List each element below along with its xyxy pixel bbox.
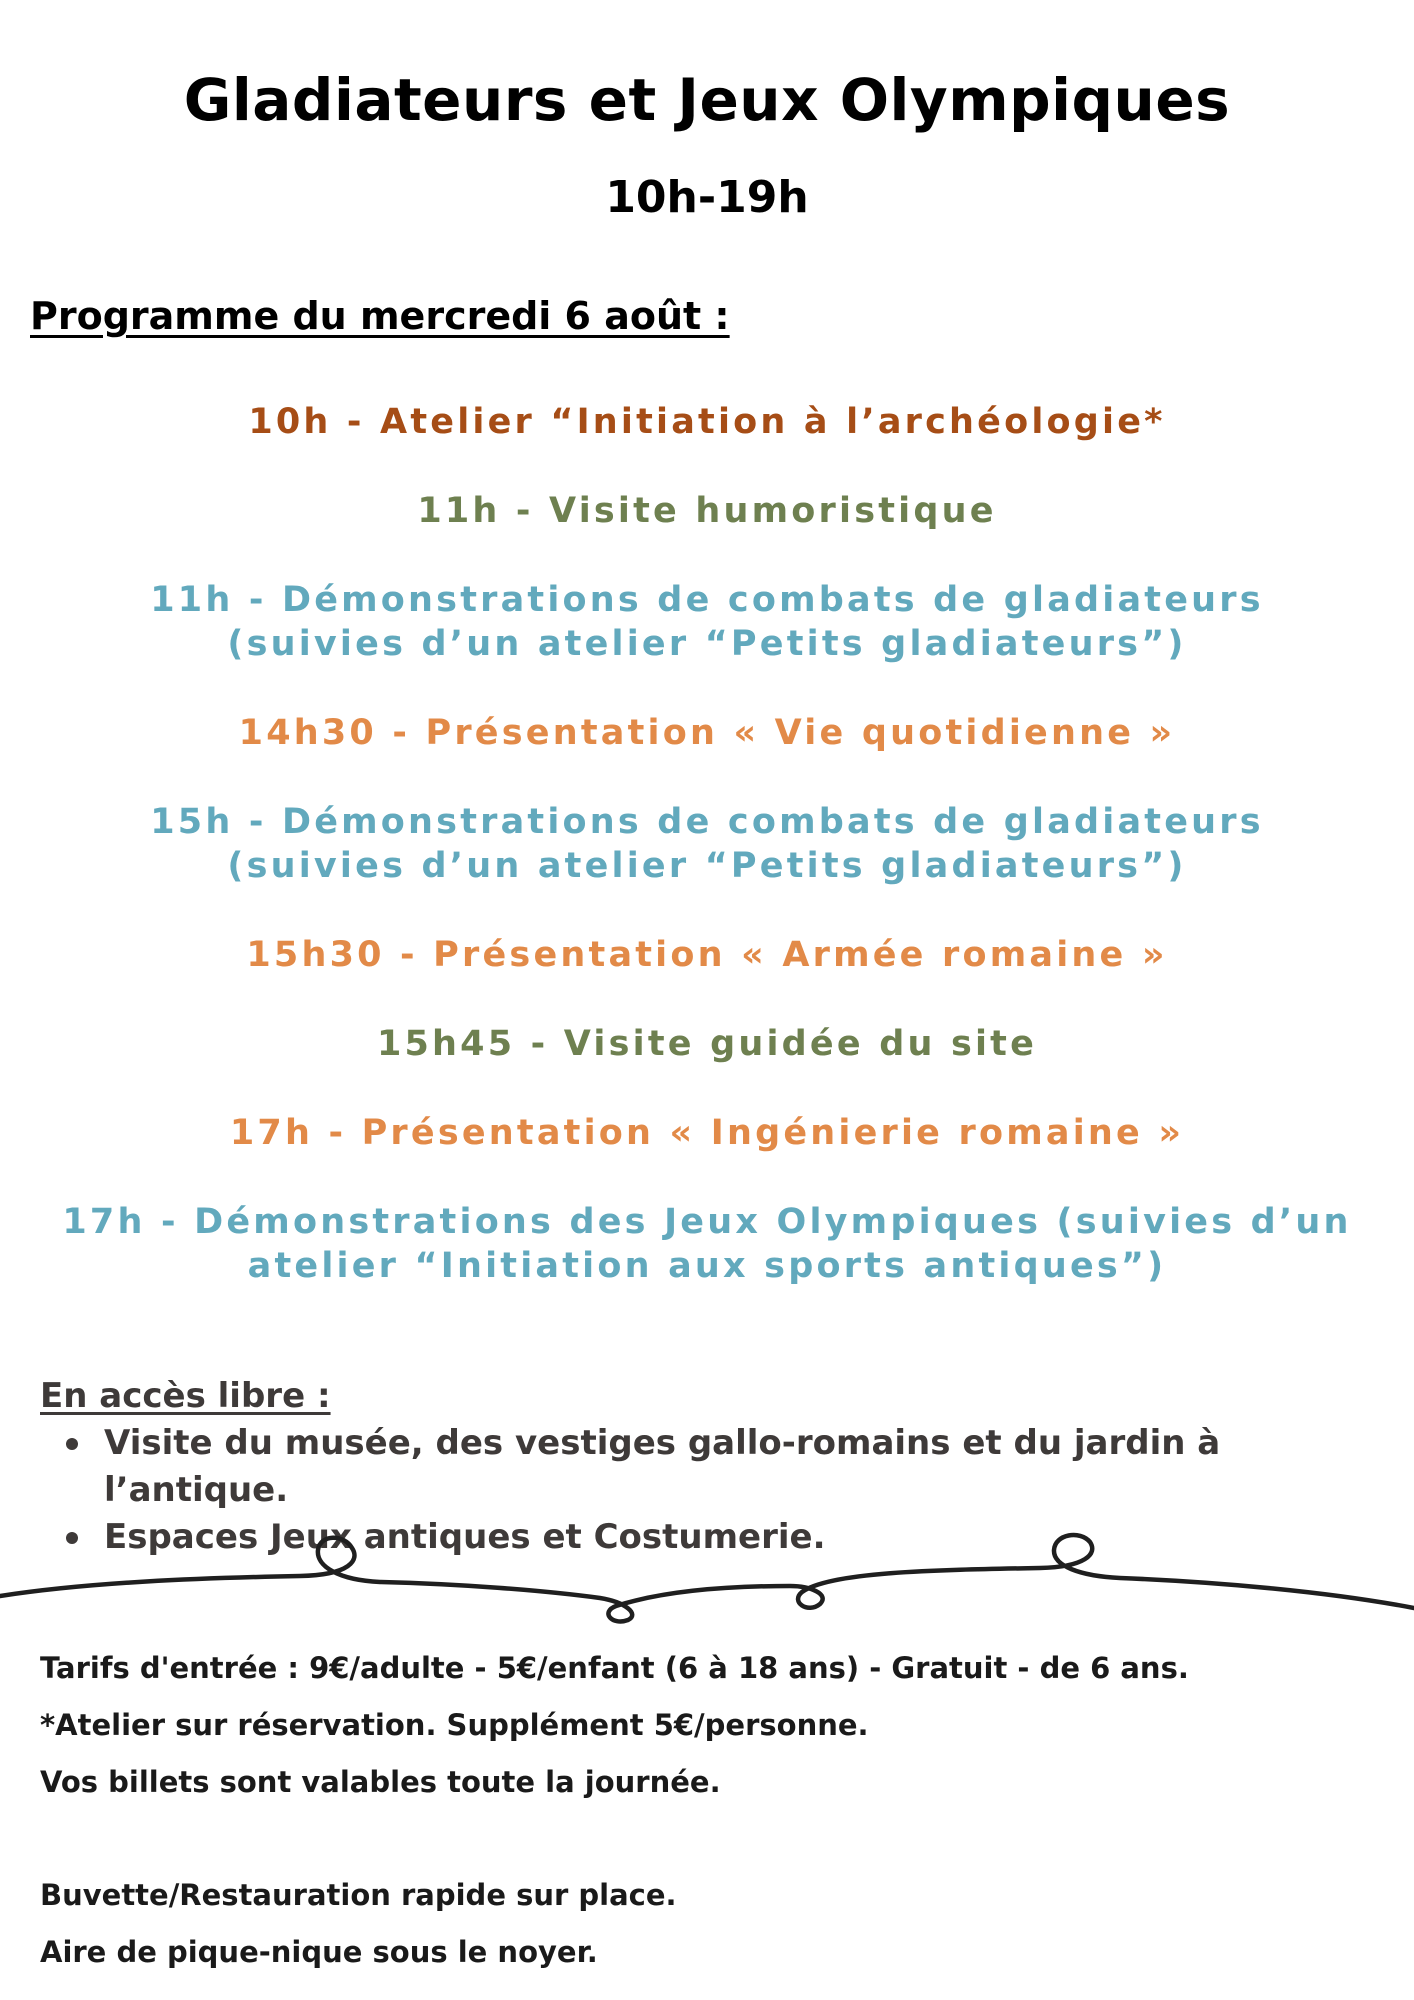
ticket-prices: Tarifs d'entrée : 9€/adulte - 5€/enfant (6 à 18 ans) - Gratuit - de 6 ans. (40, 1651, 1189, 1685)
ticket-validity: Vos billets sont valables toute la journée. (40, 1765, 721, 1799)
free-access-heading: En accès libre : (40, 1376, 331, 1416)
event-item: 17h - Présentation « Ingénierie romaine » (229, 1113, 1185, 1153)
page-title: Gladiateurs et Jeux Olympiques (183, 66, 1231, 134)
workshop-note: *Atelier sur réservation. Supplément 5€/personne. (40, 1708, 869, 1742)
event-item: 11h - Visite humoristique (417, 491, 997, 531)
event-item: 17h - Démonstrations des Jeux Olympiques (suivies d’un atelier “Initiation aux sports antiques”) (62, 1202, 1352, 1286)
opening-hours: 10h-19h (605, 172, 809, 223)
event-item: 14h30 - Présentation « Vie quotidienne » (238, 713, 1176, 753)
events-list (60, 400, 1354, 1333)
list-item-text: Visite du musée, des vestiges gallo-romains et du jardin à l’antique. (104, 1423, 1221, 1510)
event-item: 11h - Démonstrations de combats de gladiateurs (suivies d’un atelier “Petits gladiateurs”) (150, 580, 1264, 664)
programme-heading: Programme du mercredi 6 août : (30, 294, 730, 338)
event-item: 10h - Atelier “Initiation à l’archéologie* (248, 402, 1166, 442)
list-item-text: Espaces Jeux antiques et Costumerie. (104, 1517, 826, 1557)
spacer (40, 1811, 1189, 1867)
footer-info (40, 1640, 1189, 1981)
event-item: 15h45 - Visite guidée du site (376, 1024, 1038, 1064)
event-item: 15h - Démonstrations de combats de gladiateurs (suivies d’un atelier “Petits gladiateurs”) (150, 802, 1264, 886)
list-item (104, 1420, 1414, 1514)
bullet-icon (66, 1438, 78, 1450)
picnic-note: Aire de pique-nique sous le noyer. (40, 1935, 598, 1969)
decorative-swirl-divider (0, 1520, 1414, 1630)
refreshments-note: Buvette/Restauration rapide sur place. (40, 1878, 677, 1912)
event-item: 15h30 - Présentation « Armée romaine » (246, 935, 1168, 975)
